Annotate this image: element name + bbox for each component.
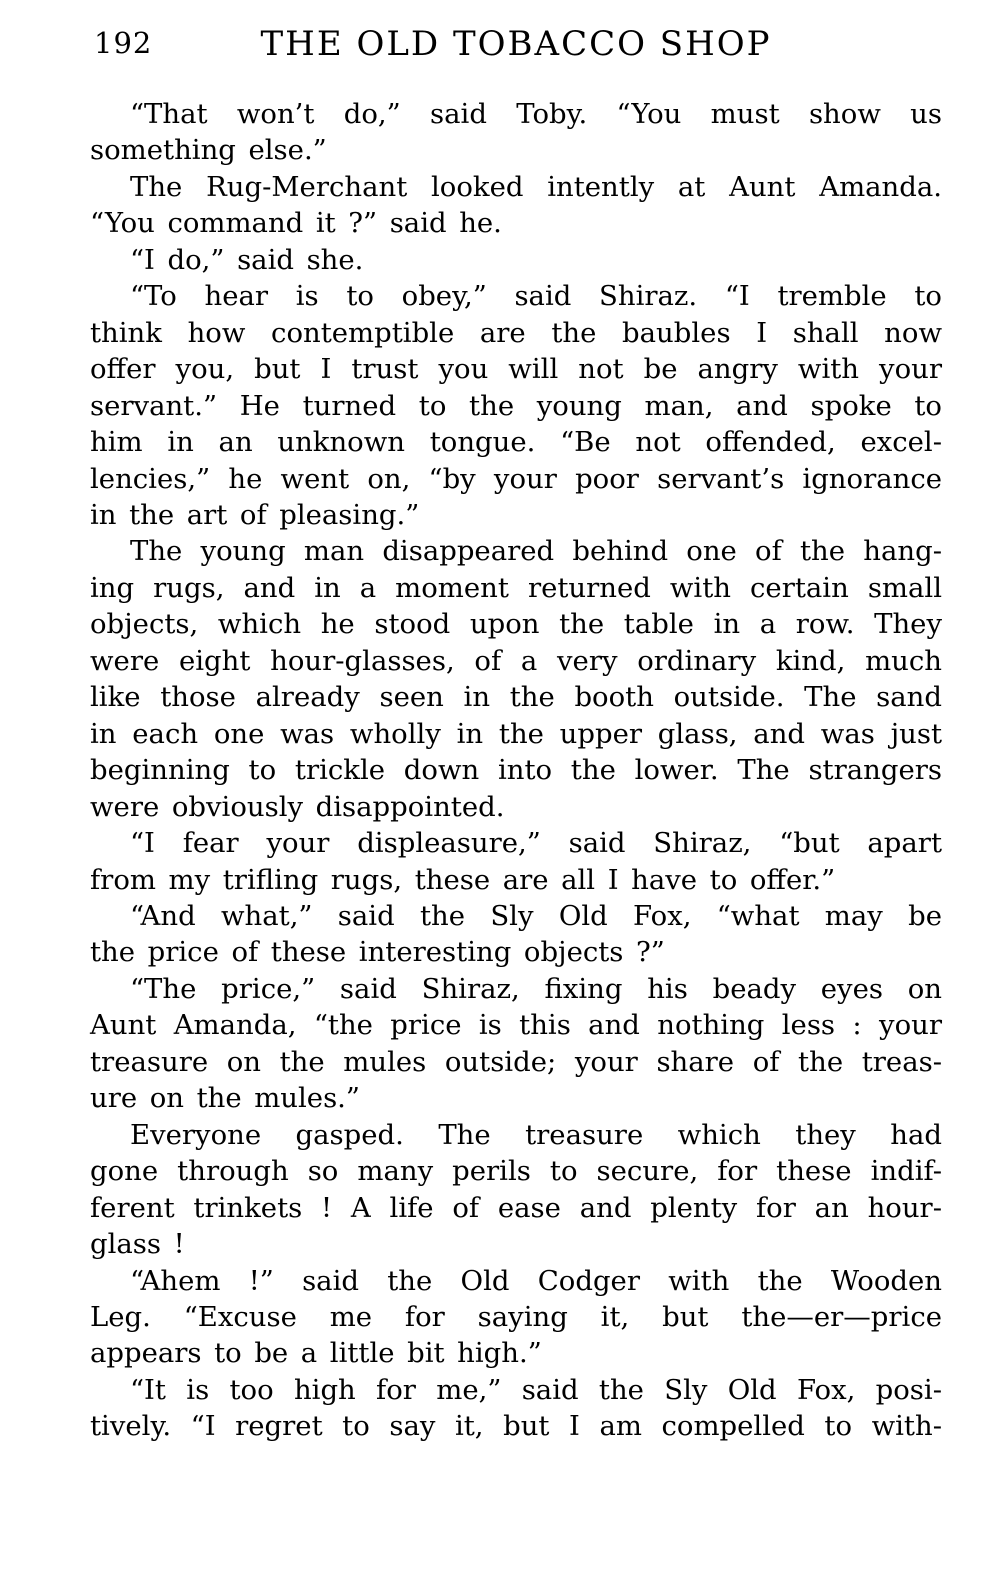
text-line: ing rugs, and in a moment returned with certain small <box>90 571 942 604</box>
text-line: lencies,” he went on, “by your poor servant’s ignorance <box>90 462 942 495</box>
running-header: THE OLD TOBACCO SHOP <box>260 24 772 64</box>
text-line: in each one was wholly in the upper glass, and was just <box>90 717 942 750</box>
text-line: “That won’t do,” said Toby. “You must show us <box>130 98 942 130</box>
page-header <box>90 22 942 70</box>
text-line: the price of these interesting objects ?” <box>90 936 665 969</box>
text-line: “You command it ?” said he. <box>90 207 502 240</box>
text-line: Leg. “Excuse me for saying it, but the—er—price <box>90 1300 942 1333</box>
text-line: objects, which he stood upon the table in a row. They <box>90 608 942 641</box>
text-line: servant.” He turned to the young man, and spoke to <box>90 389 942 422</box>
text-line: beginning to trickle down into the lower. The strangers <box>90 754 942 787</box>
text-line: “To hear is to obey,” said Shiraz. “I tremble to <box>130 280 942 313</box>
text-line: were eight hour-glasses, of a very ordinary kind, much <box>90 644 942 677</box>
text-block <box>90 96 942 1445</box>
text-line: “I fear your displeasure,” said Shiraz, “but apart <box>130 827 942 860</box>
text-line: like those already seen in the booth outside. The sand <box>90 681 942 714</box>
text-line: ure on the mules.” <box>90 1082 360 1115</box>
text-line: The young man disappeared behind one of the hang- <box>130 535 942 568</box>
text-line: “And what,” said the Sly Old Fox, “what may be <box>130 899 942 932</box>
text-line: appears to be a little bit high.” <box>90 1337 542 1370</box>
text-line: Everyone gasped. The treasure which they had <box>130 1118 942 1151</box>
text-line: tively. “I regret to say it, but I am compelled to with- <box>90 1410 942 1443</box>
text-line: something else.” <box>90 134 327 167</box>
text-line: in the art of pleasing.” <box>90 498 420 531</box>
text-line: gone through so many perils to secure, for these indif- <box>90 1155 942 1188</box>
text-line: him in an unknown tongue. “Be not offended, excel- <box>90 426 942 459</box>
text-line: ferent trinkets ! A life of ease and plenty for an hour- <box>90 1191 942 1224</box>
text-line: “It is too high for me,” said the Sly Old Fox, posi- <box>130 1373 942 1406</box>
page-number: 192 <box>94 26 153 60</box>
text-line: treasure on the mules outside; your share of the treas- <box>90 1045 942 1078</box>
text-line: “Ahem !” said the Old Codger with the Wooden <box>130 1264 942 1297</box>
text-line: Aunt Amanda, “the price is this and nothing less : your <box>90 1009 942 1042</box>
text-line: offer you, but I trust you will not be angry with your <box>90 353 942 386</box>
text-line: from my trifling rugs, these are all I have to offer.” <box>90 863 836 896</box>
text-line: “I do,” said she. <box>130 243 364 276</box>
text-line: “The price,” said Shiraz, fixing his beady eyes on <box>130 972 942 1005</box>
text-line: The Rug-Merchant looked intently at Aunt Amanda. <box>130 170 942 203</box>
text-line: glass ! <box>90 1228 185 1261</box>
text-line: think how contemptible are the baubles I shall now <box>90 316 942 349</box>
text-line: were obviously disappointed. <box>90 790 505 823</box>
